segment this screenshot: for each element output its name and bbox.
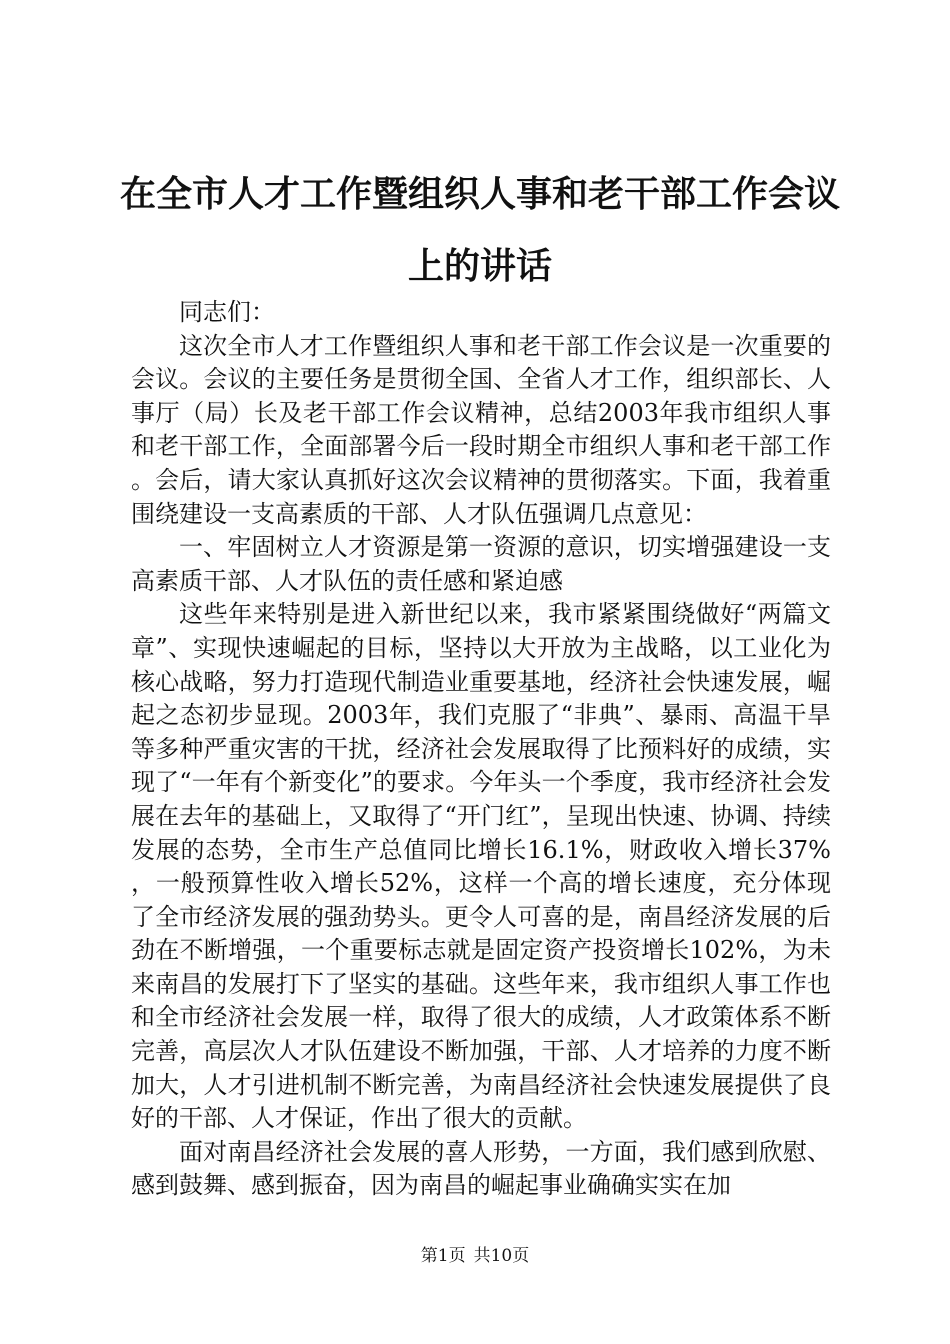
paragraph: 面对南昌经济社会发展的喜人形势，一方面，我们感到欣慰、感到鼓舞、感到振奋，因为南昌的崛起事业确确实实在加 xyxy=(131,1137,831,1200)
page-total: 共10页 xyxy=(473,1246,530,1266)
section-heading: 一、牢固树立人才资源是第一资源的意识，切实增强建设一支高素质干部、人才队伍的责任感和紧迫感 xyxy=(131,533,831,595)
salutation: 同志们： xyxy=(179,298,275,326)
document-title xyxy=(110,158,850,302)
page-number: 第1页 xyxy=(420,1246,466,1266)
document-body xyxy=(131,296,831,1203)
title-line-1: 在全市人才工作暨组织人事和老干部工作会议 xyxy=(119,173,840,215)
paragraph: 这些年来特别是进入新世纪以来，我市紧紧围绕做好“两篇文章”、实现快速崛起的目标，坚持以大开放为主战略，以工业化为核心战略，努力打造现代制造业重要基地，经济社会快速发展，崛起之态初步显现。2003年，我们克服了“非典”、暴雨、高温干旱等多种严重灾害的干扰，经济社会发展取得了比预料好的成绩，实现了“一年有个新变化”的要求。今年头一个季度，我市经济社会发展在去年的基础上，又取得了“开门红”，呈现出快速、协调、持续发展的态势，全市生产总值同比增长16.1%，财政收入增长37%，一般预算性收入增长52%，这样一个高的增长速度，充分体现了全市经济发展的强劲势头。更令人可喜的是，南昌经济发展的后劲在不断增强，一个重要标志就是固定资产投资增长102%，为未来南昌的发展打下了坚实的基础。这些年来，我市组织人事工作也和全市经济社会发展一样，取得了很大的成绩，人才政策体系不断完善，高层次人才队伍建设不断加强，干部、人才培养的力度不断加大，人才引进机制不断完善，为南昌经济社会快速发展提供了良好的干部、人才保证，作出了很大的贡献。 xyxy=(131,600,831,1133)
title-line-2: 上的讲话 xyxy=(407,245,552,287)
page-footer xyxy=(0,1246,950,1266)
paragraph: 这次全市人才工作暨组织人事和老干部工作会议是一次重要的会议。会议的主要任务是贯彻全国、全省人才工作，组织部长、人事厅（局）长及老干部工作会议精神，总结2003年我市组织人事和老干部工作，全面部署今后一段时期全市组织人事和老干部工作。会后，请大家认真抓好这次会议精神的贯彻落实。下面，我着重围绕建设一支高素质的干部、人才队伍强调几点意见： xyxy=(131,331,831,528)
